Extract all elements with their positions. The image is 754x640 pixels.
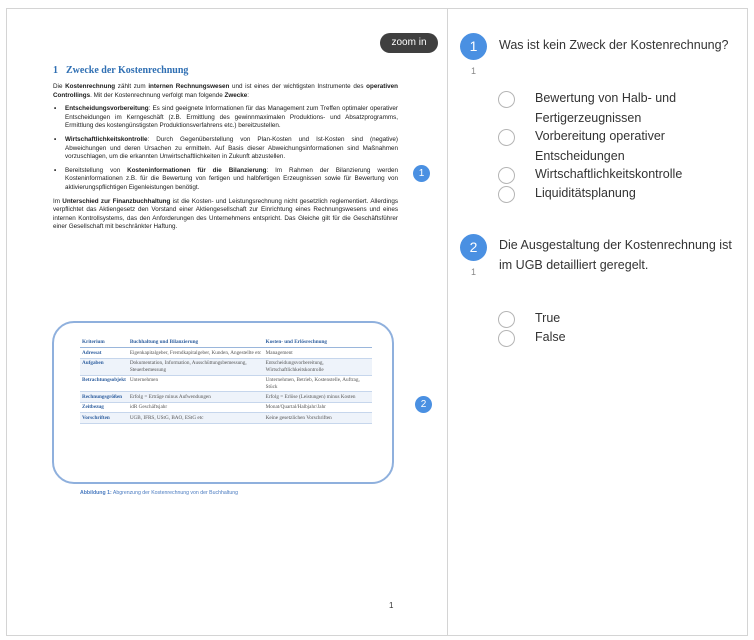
option-label: Wirtschaftlichkeitskontrolle bbox=[535, 167, 683, 181]
document-page bbox=[53, 65, 398, 237]
table-cell: Entscheidungsvorbereitung, Wirtschaftlichkeitskontrolle bbox=[264, 358, 372, 375]
question-points: 1 bbox=[470, 267, 476, 277]
purpose-term: Kosteninformationen für die Bilanzierung bbox=[127, 166, 267, 174]
question-points: 1 bbox=[470, 66, 476, 76]
column-header: Kriterium bbox=[80, 337, 128, 348]
row-header-cell: Adressat bbox=[80, 348, 128, 358]
question-text: Was ist kein Zweck der Kostenrechnung? bbox=[499, 38, 729, 52]
row-header-cell: Betrachtungsobjekt bbox=[80, 375, 128, 392]
table-cell: Erfolg = Erlöse (Leistungen) minus Kosten bbox=[264, 392, 372, 402]
table-row bbox=[80, 358, 372, 375]
radio-button[interactable] bbox=[498, 129, 515, 146]
question-marker-2[interactable]: 2 bbox=[415, 396, 432, 413]
answer-option[interactable] bbox=[498, 165, 725, 185]
text-run: Im bbox=[53, 197, 63, 205]
purpose-list bbox=[53, 105, 398, 192]
table-cell: Unternehmen bbox=[128, 375, 264, 392]
purpose-text: : Durch Gegenüberstellung von Plan-Kosten und Ist-Kosten sind (negative) Abweichungen und deren Ursachen zu ermitteln. Auf Basis dieser Abweichungsinformationen sind Maßnahmen vorzuschlagen, um die erkannten Unwirtschaftlichkeiten in Zukunft abzustellen. bbox=[65, 135, 398, 161]
radio-button[interactable] bbox=[498, 186, 515, 203]
table-header-row bbox=[80, 337, 372, 348]
question-text: Die Ausgestaltung der Kostenrechnung ist im UGB detailliert geregelt. bbox=[499, 238, 732, 272]
figure-caption bbox=[80, 490, 238, 496]
option-label: True bbox=[535, 311, 561, 325]
table-row bbox=[80, 375, 372, 392]
table-cell: Eigenkapitalgeber, Fremdkapitalgeber, Kunden, Angestellte etc bbox=[128, 348, 264, 358]
row-header-cell: Aufgaben bbox=[80, 358, 128, 375]
radio-button[interactable] bbox=[498, 91, 515, 108]
question-number-badge: 1 bbox=[460, 33, 487, 60]
table-cell: Monat/Quartal/Halbjahr/Jahr bbox=[264, 402, 372, 412]
bold-run: Zwecke bbox=[224, 91, 248, 99]
document-heading bbox=[53, 65, 398, 77]
radio-button[interactable] bbox=[498, 330, 515, 347]
text-run: ist die Kosten- und Leistungsrechnung nicht gesetzlich reglementiert. Allerdings verpflichtet das Aktiengesetz den Vorstand einer Aktiengesellschaft zur Einrichtung eines Rechnungswesens und eines internen Kontrollsystems, das den Anforderungen des Unternehmens entspricht. Das Gleiche gilt für die Geschäftsführer einer Gesellschaft mit beschränkter Haftung. bbox=[53, 197, 398, 231]
purpose-item bbox=[53, 105, 398, 131]
comparison-table bbox=[80, 337, 372, 424]
finance-paragraph bbox=[53, 198, 398, 232]
question-number-badge: 2 bbox=[460, 234, 487, 261]
column-header: Buchhaltung und Bilanzierung bbox=[128, 337, 264, 348]
table-row bbox=[80, 402, 372, 412]
bold-run: Kostenrechnung bbox=[65, 83, 116, 90]
option-label: Vorbereitung operativer Entscheidungen bbox=[535, 129, 665, 163]
purpose-term: Entscheidungsvorbereitung bbox=[65, 105, 149, 113]
table-cell: Erfolg = Erträge minus Aufwendungen bbox=[128, 392, 264, 402]
purpose-item bbox=[53, 136, 398, 162]
bold-run: internen Rechnungswesen bbox=[148, 83, 230, 90]
row-header-cell: Vorschriften bbox=[80, 413, 128, 423]
answer-option[interactable] bbox=[498, 309, 725, 329]
purpose-text: : Es sind geeignete Informationen für das Management zum Treffen optimaler operativer Entscheidungen im Kerngeschäft (z.B. Ermittlung des gewinnmaximalen Produktions- und Absatzprogramms, Ermittlung des kostengünstigsten Produktionsverfahrens etc.) bereitzustellen. bbox=[65, 105, 398, 130]
row-header-cell: Zeitbezug bbox=[80, 402, 128, 412]
row-header-cell: Rechnungsgrößen bbox=[80, 392, 128, 402]
heading-number: 1 bbox=[53, 65, 58, 76]
answer-option[interactable] bbox=[498, 184, 725, 204]
table-row bbox=[80, 348, 372, 358]
table-row bbox=[80, 392, 372, 402]
option-label: Liquiditätsplanung bbox=[535, 186, 636, 200]
text-run: : bbox=[247, 91, 250, 99]
zoom-in-button[interactable]: zoom in bbox=[380, 33, 438, 53]
text-run: Die bbox=[53, 83, 66, 90]
bold-run: Unterschied zur Finanzbuchhaltung bbox=[62, 197, 171, 205]
table-cell: Keine gesetzlichen Vorschriften bbox=[264, 413, 372, 423]
table-cell: UGB, IFRS, UStG, BAO, EStG etc bbox=[128, 413, 264, 423]
radio-button[interactable] bbox=[498, 311, 515, 328]
answer-option[interactable] bbox=[498, 89, 725, 128]
page-number: 1 bbox=[389, 601, 394, 610]
option-label: Bewertung von Halb- und Fertigerzeugnissen bbox=[535, 91, 677, 125]
bold-run: operativen Controllings bbox=[53, 83, 398, 99]
answer-option[interactable] bbox=[498, 127, 725, 166]
quiz-pane bbox=[448, 9, 747, 635]
purpose-text: : Im Rahmen der Bilanzierung werden Kosteninformationen z.B. für die Bewertung von fertigen und halbfertigen Erzeugnissen sowie für Bewertung von aktivierungspflichtigen Eigenleistungen benötigt. bbox=[65, 166, 398, 191]
table-cell: Dokumentation, Information, Ausschüttungsbemessung, Steuerbemessung bbox=[128, 358, 264, 375]
question-marker-1[interactable]: 1 bbox=[413, 165, 430, 182]
answer-option[interactable] bbox=[498, 328, 725, 348]
caption-text: Abgrenzung der Kostenrechnung von der Buchhaltung bbox=[111, 490, 239, 496]
text-run: . Mit der Kostenrechnung verfolgt man folgende bbox=[90, 91, 225, 99]
purpose-pre: Bereitstellung von bbox=[65, 166, 128, 174]
text-run: zählt zum bbox=[115, 83, 149, 90]
radio-button[interactable] bbox=[498, 167, 515, 184]
purpose-term: Wirtschaftlichkeitskontrolle bbox=[65, 135, 148, 143]
column-header: Kosten- und Erlösrechnung bbox=[264, 337, 372, 348]
text-run: und ist eines der wichtigsten Instrumente des bbox=[229, 83, 367, 90]
table-cell: Unternehmen, Betrieb, Kostenstelle, Auftrag, Stück bbox=[264, 375, 372, 392]
purpose-item bbox=[53, 167, 398, 193]
table-cell: idR Geschäftsjahr bbox=[128, 402, 264, 412]
option-label: False bbox=[535, 330, 566, 344]
table-row bbox=[80, 413, 372, 423]
caption-label: Abbildung 1: bbox=[80, 490, 112, 496]
intro-paragraph bbox=[53, 83, 398, 100]
table-cell: Management bbox=[264, 348, 372, 358]
heading-title: Zwecke der Kostenrechnung bbox=[66, 65, 189, 76]
